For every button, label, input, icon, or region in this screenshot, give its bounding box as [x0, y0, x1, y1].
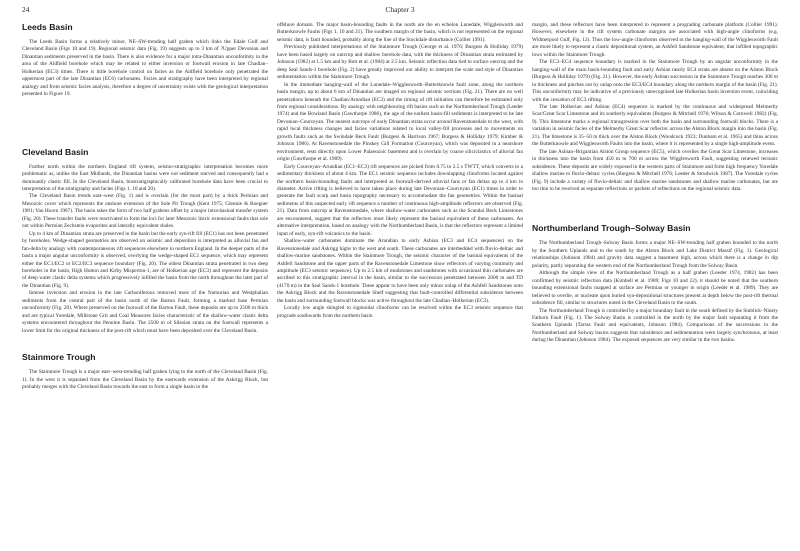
- section-spacer: [22, 99, 268, 147]
- page-number: 24: [22, 5, 30, 14]
- text-column-left: [22, 22, 268, 391]
- section-heading: Stainmore Trough: [22, 352, 96, 363]
- chapter-title: Chapter 3: [385, 5, 415, 14]
- body-paragraph: Early Courceyan–Arundian (EC1–EC3) rift sequences are picked from 0.75 to 2.5 s TWTT, which converts to a sedimentary thickness of about 4 km. The EC1 seismic sequence includes downlapping clinoforms located against the northern basin-bounding faults and interpreted as footwall-derived alluvial fans or fan deltas up to 4 km in diameter. Active rifting is believed to have taken place during late Devonian–Courceyan (EC1) times in order to generate the fault scarp and basin topography necessary to accommodate the fan geometries. Within the basinal sediments of this suspected early rift sequence a number of continuous high-amplitude reflectors are observed (Fig. 21). Data from outcrop at Ravenstonedale, where shallow-water carbonates such as the Scandal Beck Limestones are encountered, suggest that the reflectors most likely represent the basinal equivalent of these carbonates. An alternative interpretation, based on analogy with the Northumberland Basin, is that the reflectors represent a limited input of early, syn-rift volcanics to the basin.: [277, 163, 523, 237]
- body-paragraph: Intense inversion and erosion in the late Carboniferous removed most of the Namurian and Westphalian sediments from the central part of the basin north of the Barton Fault, forming a marked base Permian unconformity (Fig. 20). Where preserved on the footwall of the Barton Fault, these deposits are up to 2500 m thick and are typical Yoredale, Millstone Grit and Coal Measures facies characteristic of the shallow-water clastic delta systems encountered throughout the Pennine Basin. The 2500 m of Silesian strata on the footwall represents a lower limit for the original thickness of the post-rift which must have been deposited over the Cleveland Basin.: [22, 290, 268, 334]
- body-paragraph: Locally low angle shingled to sigmoidal clinoforms can be resolved within the EC3 seismic sequence that prograde southwards from the northern basin: [277, 305, 523, 319]
- body-paragraph: Up to 4 km of Dinantian strata are preserved in the basin but the early syn-rift fill (EC1) has not been penetrated by boreholes. Wedge-shaped geometries are observed on seismic and deposition is interpreted as alluvial fan and fan-delta by analogy with contemporaneous rift sequences elsewhere in northern England. In the deeper parts of the basin a major angular unconformity is observed, overlying the wedge-shaped EC1 sequence, which may represent either the EC1/EC2 or EC2/EC3 sequence boundary (Fig. 20). The oldest Dinantian strata penetrated in two deep boreholes in the basin, High Hutton and Kirby Misperton-1, are of Holkerian age (EC3) and represent the deposits of deep water clastic delta systems which progressively infilled the basin from the north throughout the later part of the Dinantian (Fig. 9).: [22, 230, 268, 289]
- section-heading: Northumberland Trough–Solway Basin: [532, 223, 691, 234]
- body-paragraph: The Leeds Basin forms a relatively minor, NE–SW-trending half graben which links the Edale Gulf and Cleveland Basin (Figs 10 and 19). Regional seismic data (Fig. 19) suggests up to 3 km of ?Upper Devonian and Dinantian sediments preserved in the basin. There is also evidence for a major intra-Dinantian unconformity in the area of the Aldfield borehole which may be related to either inversion or footwall erosion in late Chadian–Holkerian (EC3) times. There is little borehole control on facies as the Aldfield borehole only penetrated the uppermost part of the late Dinantian (EC6) carbonates. Facies and stratigraphy have been interpreted by regional analogy and from seismic facies analysis, therefore a degree of uncertainty exists with the geological interpretation presented in Figure 19.: [22, 39, 268, 98]
- body-paragraph: The EC3–EC4 sequence boundary is marked in the Stainmore Trough by an angular unconformity in the hanging-wall of the main basin-bounding fault and early Asbian nearly EC4 strata are absent on the Alston Block (Burgess & Holliday 1979) (Fig. 21). However, the early Asbian succession in the Stainmore Trough reaches 300 m in thickness and pinches out by onlap onto the EC3/EC4 boundary along the northern margin of the basin (Fig. 21). This unconformity may be indicative of a previously unrecognised late Holkerian basin inversion event, coinciding with the cessation of EC3 rifting.: [532, 59, 778, 103]
- section-spacer: [22, 335, 268, 352]
- body-paragraph: Further north within the northern England rift system, seismo-stratigraphic interpretation becomes more problematic as, unlike the East Midlands, the Dinantian basins were not sediment starved and consequently had a dominantly clastic fill. In the Cleveland Basin, biostratigraphically calibrated borehole data have been crucial to interpretation of the stratigraphy and facies (Figs 1, 10 and 20).: [22, 163, 268, 192]
- section-heading: Cleveland Basin: [22, 146, 89, 157]
- body-paragraph: offshore domain. The major basin-bounding faults in the north are the en echelon Lunedale, Wigglesworth and Butterknowle Faults (Figs 1, 10 and 21). The southern margin of the basin, which is not represented on the regional seismic data, is fault bounded, probably along the line of the Stockdale disturbance (Collier 1991).: [277, 22, 523, 43]
- section-spacer: [532, 193, 778, 223]
- body-paragraph: In the immediate hanging-wall of the Lunedale–Wigglesworth–Butterknowle fault zone, along the northern basin margin, up to about 6 km of Dinantian are imaged on regional seismic sections (Fig. 21). There are no well penetrations beneath the Chadian/Arundian (EC3) and the timing of rift initiation can therefore be estimated only from regional considerations. By analogy with neighbouring rift basins such as the Northumberland Trough (Leeder 1974) and the Bowland Basin (Gawthorpe 1986), the age of the earliest basin-fill sediments is interpreted to be late Devonian–Courceyan. The nearest outcrops of early Dinantian strata occur around Ravenstonedale to the west, with rapid local thickness changes and facies variations related to local valley-fill processes and to movements on growth faults such as the Swindale Beck Fault (Burgess & Harrison 1967; Burgess & Holliday 1979; Kimber & Johnson 1986). At Ravenstonedale the Pinskey Gill Formation (Courceyan), which was deposited in a nearshore environment, rests directly upon Lower Palaeozoic basement and is overlain by coarse siliciclastics of alluvial fan origin (Gawthorpe et al. 1989).: [277, 81, 523, 163]
- text-column-right: [532, 22, 778, 345]
- body-paragraph: margin, and these reflectors have been interpreted to represent a prograding carbonate platform (Collier 1991). However, elsewhere in the rift system carbonate margins are associated with high-angle clinoforms (e.g. Widmerpool Gulf, Fig. 12). Thus the low-angle clinoforms observed in the hanging-wall of the Wigglesworth Fault are more likely to represent a clastic depositional system, an Ashfell Sandstone equivalent, that infilled topographic lows within the Stainmore Trough.: [532, 22, 778, 58]
- body-paragraph: The late Holkerian and Asbian (EC4) sequence is marked by the continuous and widespread Melmerby Scar/Great Scar Limestone and its southerly equivalents (Burgess & Mitchell 1976; Wilson & Cornwell 1982) (Fig. 9). This limestone marks a regional transgression over both the basin and surrounding footwall blocks. There is a variation in seismic facies of the Melmerby Great Scar reflector across the Alston Block margin into the basin (Fig. 21). The limestone is 35–50 m thick over the Alston Block (Woodcock 1923; Dunham et al. 1965) and thins across the Butterknowle and Wigglesworth Faults into the basin, where it is represented by a single high-amplitude event.: [532, 103, 778, 148]
- text-column-middle: [277, 22, 523, 320]
- section-heading: Leeds Basin: [22, 22, 73, 32]
- body-paragraph: The Stainmore Trough is a major east–west-trending half graben lying to the north of the Cleveland Basin (Fig. 1). In the west it is separated from the Cleveland Basin by the eastwards extension of the Askrigg Block, but probably merges with the Cleveland Basin towards the east to form a single basin in the: [22, 369, 268, 390]
- body-paragraph: The Cleveland Basin trends east–west (Fig. 1) and is overlain (for the most part) by a thick Permian and Mesozoic cover which represents the onshore extension of the Sole Pit Trough (Kent 1975; Glennie & Boegner 1981; Van Hoorn 1987). The basin takes the form of two half grabens offset by a major intra-basinal transfer system (Fig. 20). These transfer faults were reactivated to form the loci for later Mesozoic listric extensional faults that sole out within Permian Zechstein evaporites and laterally equivalent shales.: [22, 193, 268, 230]
- body-paragraph: Shallow-water carbonates dominate the Arundian to early Asbian (EC3 and EC4 sequences) on the Ravenstonedale and Askrigg highs to the west and south. These carbonates are interbedded with fluvio-deltaic and shallow-marine sandstones. Within the Stainmore Trough, the seismic character of the basinal equivalents of the Ashfell Sandstone and the upper parts of the Ravenstonedale Limestone show reflectors of varying continuity and amplitude (EC3 seismic sequence). Up to 2.5 km of mudstones and sandstones with occasional thin carbonates are ascribed to this stratigraphic interval in the basin, similar to the succession penetrated between 2000 m and TD (4170 m) in the Seal Sands-1 borehole. These appear to have been only minor onlap of the Ashfell Sandstones onto the Askrigg Block and the Ravenstonedale Shelf suggesting that fault-controlled differential subsidence between the basin and surrounding footwall blocks was active throughout the late Chadian–Holkerian (EC3).: [277, 238, 523, 304]
- body-paragraph: The late Asbian–Brigantian Alston Group sequence (EC5), which overlies the Great Scar Limestone, increases in thickness into the basin from 450 m to 700 m across the Wigglesworth Fault, suggesting renewed tectonic subsidence. These deposits are widely exposed in the western parts of Stainmore and form high frequency Yoredale shallow marine to fluvio-deltaic cycles (Burgess & Mitchell 1976; Leeder & Strudwick 1987). The Yoredale cycles (Fig. 9) include a variety of fluvio-deltaic and shallow marine sandstones and shallow marine carbonates, but are too thin to be resolved as separate reflections or packets of reflections on the regional seismic data.: [532, 148, 778, 192]
- body-paragraph: The Northumberland Trough is controlled by a major boundary fault in the south defined by the Stublick–Ninety Fathom Fault (Fig. 1). The Solway Basin is controlled in the north by the major fault separating it from the Southern Uplands (Tarras Fault and equivalents, Johnson 1984). Comparisons of the successions in the Northumberland and Solway basins suggests that subsidence and sedimentation were largely synchronous, at least during the Dinantian (Johnson 1984). The exposed sequences are very similar in the two basins.: [532, 307, 778, 344]
- page-header: [22, 4, 778, 16]
- body-paragraph: The Northumberland Trough–Solway Basin forms a major NE–SW-trending half graben bounded to the north by the Southern Uplands and to the south by the Alston Block and Lake District Massif (Fig. 1). Geological relationships (Johnson 1984) and gravity data suggest a basement high, across which there is a change in dip polarity, partly separating the western end of the Northumberland Trough from the Solway Basin.: [532, 240, 778, 269]
- body-paragraph: Previously published interpretations of the Stainmore Trough (George et al. 1976; Burgess & Holliday 1979) have been based largely on outcrop and shallow borehole data, with the thickness of Dinantian strata estimated by Johnson (1982) at 1.5 km and by Bott et al. (1984) at 2.5 km. Seismic reflection data tied to surface outcrop and the deep Seal Sands-1 borehole (Fig. 2) have greatly improved our ability to interpret the scale and style of Dinantian sedimentation within the Stainmore Trough.: [277, 44, 523, 81]
- body-paragraph: Although the simple view of the Northumberland Trough as a half graben (Leeder 1974, 1982) has been confirmed by seismic reflection data (Kimbell et al. 1989; Figs 10 and 22), it should be noted that the southern bounding extensional faults mapped at surface are Permian or younger in origin (Leeder et al. 1989). They are believed to overlie, or nucleate upon buried syn-depositional structures present at depth below the post-rift thermal subsidence fill, similar to structures noted in the Cleveland Basin to the south.: [532, 270, 778, 307]
